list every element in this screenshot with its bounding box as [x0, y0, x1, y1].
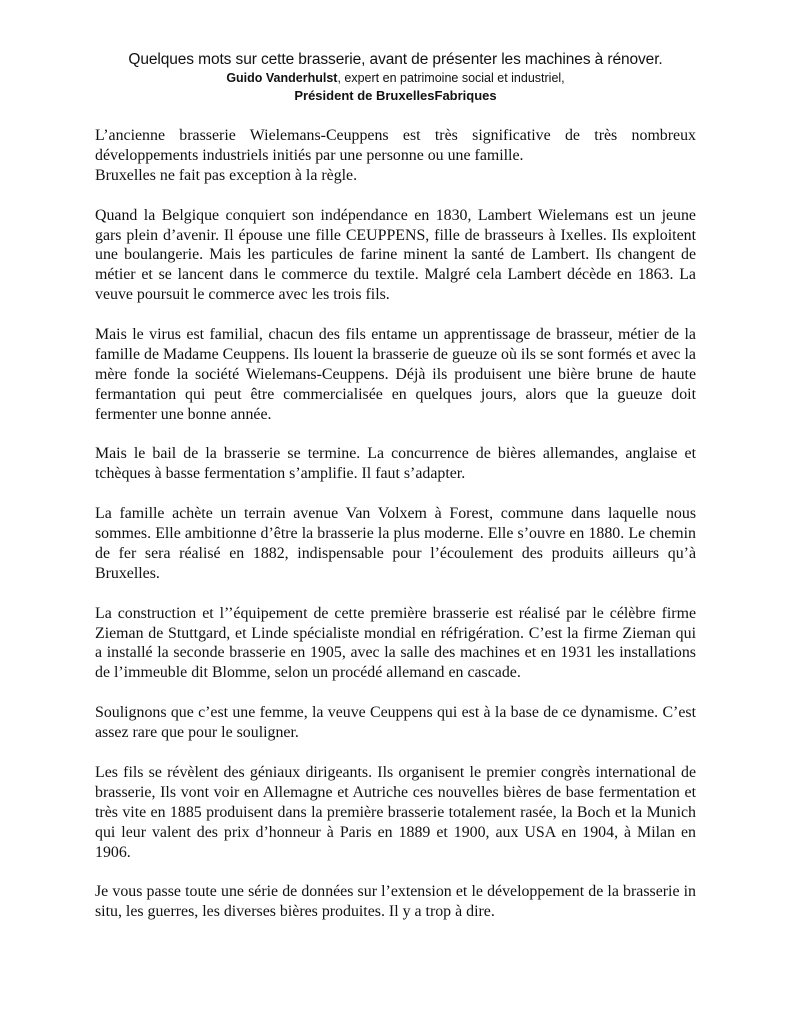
- paragraph-widow: Soulignons que c’est une femme, la veuve Ceuppens qui est à la base de ce dynamisme. C’est assez rare que pour le souligner.: [95, 704, 696, 742]
- document-header: [60, 50, 731, 104]
- paragraph-history: Quand la Belgique conquiert son indépendance en 1830, Lambert Wielemans est un jeune gars plein d’avenir. Il épouse une fille CEUPPENS, fille de brasseurs à Ixelles. Ils exploitent une boulangerie. Mais les particules de farine minent la santé de Lambert. Ils changent de métier et se lancent dans le commerce du textile. Malgré cela Lambert décède en 1863. La veuve poursuit le commerce avec les trois fils.: [95, 206, 696, 304]
- author-line: [60, 70, 731, 87]
- paragraph-family-brewers: Mais le virus est familial, chacun des fils entame un apprentissage de brasseur, métier de la famille de Madame Ceuppens. Ils louent la brasserie de gueuze où ils se sont formés et avec la mère fonde la société Wielemans-Ceuppens. Déjà ils produisent une bière brune de haute fermantation qui peut être commercialisée en quelques jours, alors que la gueuze doit fermenter une bonne année.: [95, 326, 696, 423]
- president-line: Président de BruxellesFabriques: [294, 88, 497, 103]
- paragraph-closing: Je vous passe toute une série de données sur l’extension et le développement de la brasserie in situ, les guerres, les diverses bières produites. Il y a trop à dire.: [95, 883, 696, 921]
- paragraph-sons: Les fils se révèlent des géniaux dirigeants. Ils organisent le premier congrès international de brasserie, Ils vont voir en Allemagne et Autriche ces nouvelles bières de base fermentation et très vite en 1885 produisent dans la première brasserie totalement rasée, la Boch et la Munich qui leur valent des prix d’honneur à Paris en 1889 et 1900, aux USA en 1904, à Milan en 1906.: [95, 763, 696, 861]
- paragraph-intro-line-3: Bruxelles ne fait pas exception à la règle.: [95, 166, 358, 184]
- document-body: [95, 126, 696, 942]
- paragraph-construction: La construction et l’’équipement de cette première brasserie est réalisé par le célèbre firme Zieman de Stuttgard, et Linde spécialiste mondial en réfrigération. C’est la firme Zieman qui a installé la seconde brasserie en 1905, avec la salle des machines et en 1931 les installations de l’immeuble dit Blomme, selon un procédé allemand en cascade.: [95, 604, 696, 682]
- author-role: , expert en patrimoine social et industriel,: [337, 71, 565, 85]
- paragraph-competition: Mais le bail de la brasserie se termine. La concurrence de bières allemandes, anglaise et tchèques à basse fermentation s’amplifie. Il faut s’adapter.: [95, 445, 696, 483]
- author-name: Guido Vanderhulst: [226, 71, 338, 85]
- paragraph-intro: [95, 126, 696, 186]
- paragraph-forest-site: La famille achète un terrain avenue Van Volxem à Forest, commune dans laquelle nous sommes. Elle ambitionne d’être la brasserie la plus moderne. Elle s’ouvre en 1880. Le chemin de fer sera réalisé en 1882, indispensable pour l’écoulement des produits ailleurs qu’à Bruxelles.: [95, 505, 696, 582]
- document-title: Quelques mots sur cette brasserie, avant de présenter les machines à rénover.: [128, 51, 663, 68]
- paragraph-intro-line-2: développements industriels initiés par une personne ou une famille.: [95, 146, 524, 164]
- paragraph-intro-line-1: L’ancienne brasserie Wielemans-Ceuppens est très significative de très nombreux: [95, 127, 696, 144]
